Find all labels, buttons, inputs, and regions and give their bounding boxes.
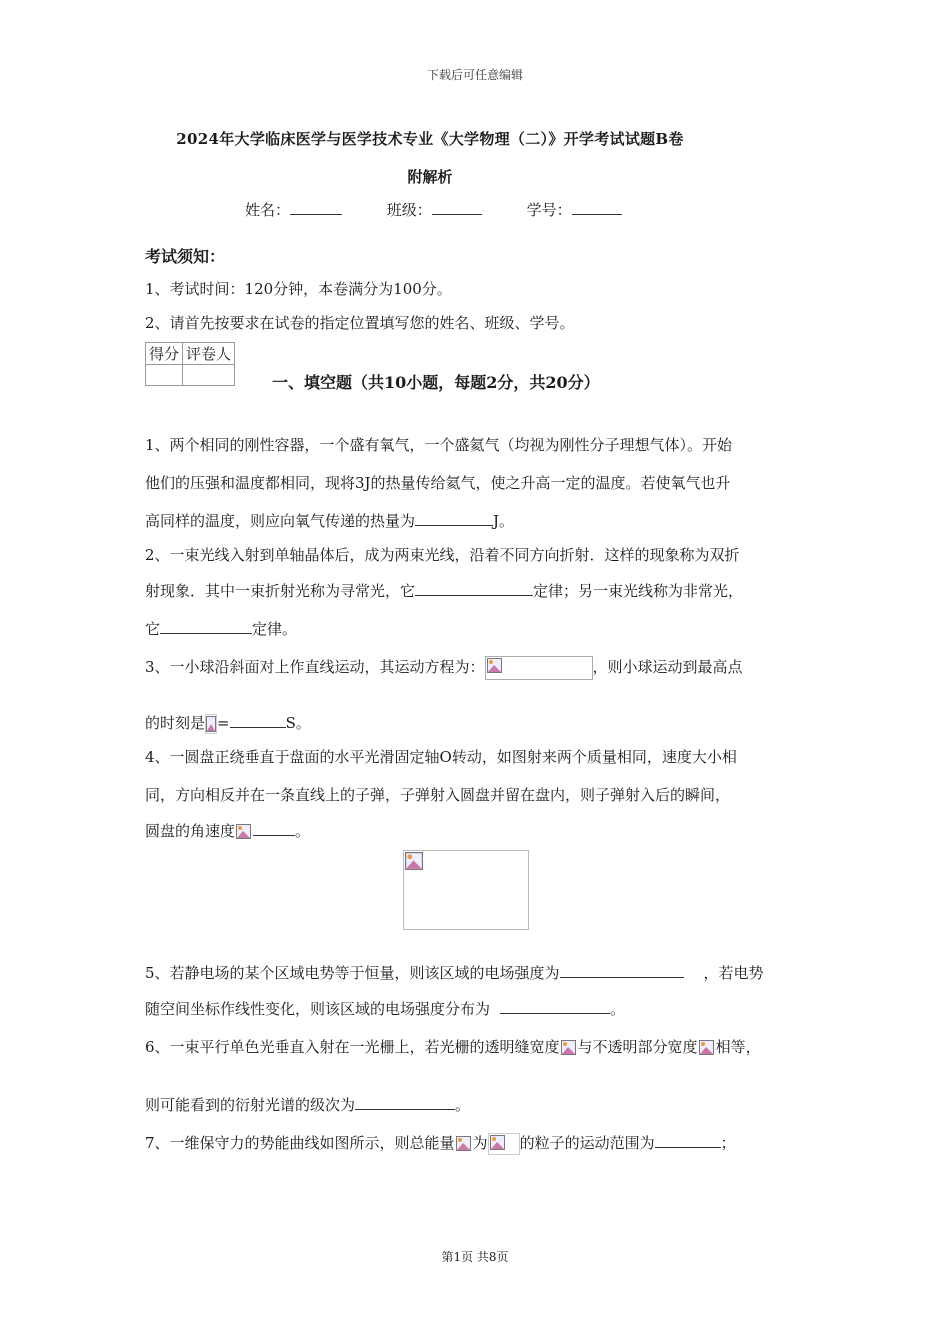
broken-image-icon	[405, 852, 423, 870]
q4-line2: 同，方向相反并在一条直线上的子弹，子弹射入圆盘并留在盘内，则子弹射入后的瞬间，	[145, 786, 731, 804]
q4-line1: 4、一圆盘正绕垂直于盘面的水平光滑固定轴O转动，如图射来两个质量相同，速度大小相	[145, 748, 737, 766]
broken-image-icon	[456, 1136, 471, 1151]
slit-width-image	[560, 1039, 578, 1057]
q2-line1: 2、一束光线入射到单轴晶体后，成为两束光线，沿着不同方向折射．这样的现象称为双折	[145, 546, 740, 564]
q5-answer-blank-1[interactable]	[560, 963, 684, 978]
score-table	[145, 342, 235, 386]
q5-line1: 5、若静电场的某个区域电势等于恒量，则该区域的电场强度为 ，若电势	[145, 964, 764, 982]
exam-subtitle: 附解析	[407, 168, 453, 186]
q2-line2: 射现象．其中一束折射光称为寻常光，它 定律；另一束光线称为非常光，	[145, 582, 744, 600]
q6-answer-blank[interactable]	[355, 1095, 455, 1110]
q1-line3: 高同样的温度，则应向氧气传递的热量为 J。	[145, 512, 515, 530]
equation-image	[485, 656, 593, 680]
q2-line3: 它 定律。	[145, 620, 298, 638]
q3-line2: 的时刻是 = S。	[145, 714, 311, 732]
exam-title: 2024年大学临床医学与医学技术专业《大学物理（二）》开学考试试题B卷	[176, 130, 684, 148]
student-id-field[interactable]	[527, 199, 622, 220]
q4-figure-image	[403, 850, 529, 930]
q7-answer-blank[interactable]	[655, 1133, 721, 1148]
q1-line1: 1、两个相同的刚性容器，一个盛有氧气，一个盛氦气（均视为刚性分子理想气体）。开始	[145, 436, 733, 454]
q1-line2: 他们的压强和温度都相同，现将3J的热量传给氦气，使之升高一定的温度。若使氧气也升	[145, 474, 731, 492]
student-info-fields	[245, 199, 662, 220]
score-header: 得分	[146, 343, 183, 365]
q5-line2: 随空间坐标作线性变化，则该区域的电场强度分布为 。	[145, 1000, 626, 1018]
omega-image	[235, 823, 253, 841]
q3-line1: 3、一小球沿斜面对上作直线运动，其运动方程为： ，则小球运动到最高点	[145, 656, 743, 680]
q1-answer-blank[interactable]	[415, 511, 493, 526]
broken-image-icon	[487, 658, 502, 673]
q4-line3: 圆盘的角速度 。	[145, 822, 311, 840]
total-energy-image	[455, 1135, 473, 1153]
grader-header: 评卷人	[183, 343, 235, 365]
broken-image-icon	[236, 824, 251, 839]
notice-item-2: 2、请首先按要求在试卷的指定位置填写您的姓名、班级、学号。	[145, 314, 575, 332]
notice-heading: 考试须知：	[145, 247, 226, 266]
section-title: 一、填空题（共10小题，每题2分，共20分）	[272, 373, 600, 392]
broken-image-icon	[206, 716, 216, 732]
broken-image-icon	[490, 1135, 505, 1150]
q6-line2: 则可能看到的衍射光谱的级次为 。	[145, 1096, 471, 1114]
id-label: 学号：	[526, 201, 572, 219]
time-symbol-image	[205, 714, 217, 734]
q5-answer-blank-2[interactable]	[500, 999, 610, 1014]
energy-value-image	[488, 1133, 520, 1155]
q2-answer-blank-1[interactable]	[415, 581, 533, 596]
class-label: 班级：	[386, 201, 432, 219]
broken-image-icon	[699, 1040, 714, 1055]
name-label: 姓名：	[245, 201, 291, 219]
q2-answer-blank-2[interactable]	[160, 619, 252, 634]
opaque-width-image	[698, 1039, 716, 1057]
page-footer: 第1页 共8页	[441, 1250, 509, 1264]
class-field[interactable]	[387, 199, 482, 220]
grader-cell[interactable]	[183, 365, 235, 386]
notice-item-1: 1、考试时间：120分钟，本卷满分为100分。	[145, 280, 452, 298]
q7-line1: 7、一维保守力的势能曲线如图所示，则总能量 为 的粒子的运动范围为 ；	[145, 1132, 736, 1155]
q3-answer-blank[interactable]	[230, 713, 286, 728]
name-field[interactable]	[245, 199, 342, 220]
header-note: 下载后可任意编辑	[426, 68, 523, 82]
broken-image-icon	[561, 1040, 576, 1055]
q4-answer-blank[interactable]	[253, 821, 295, 836]
score-cell[interactable]	[146, 365, 183, 386]
q6-line1: 6、一束平行单色光垂直入射在一光栅上，若光栅的透明缝宽度 与不透明部分宽度 相等，	[145, 1038, 761, 1056]
